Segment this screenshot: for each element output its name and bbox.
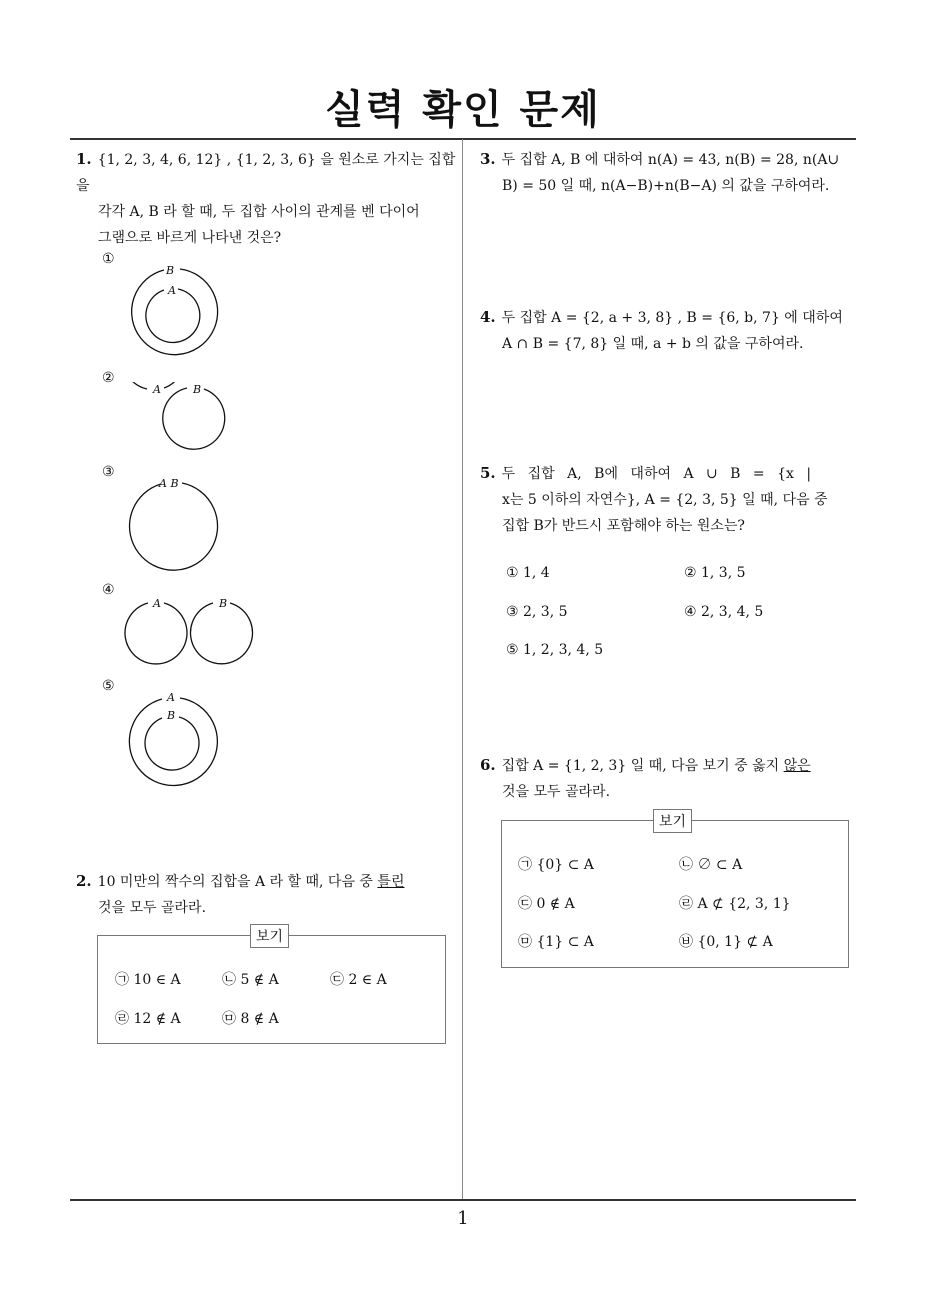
- venn-circle-right: [191, 603, 253, 664]
- answer-option: ① 1, 4: [506, 565, 550, 581]
- question-text: 두 집합 A = {2, a + 3, 8} , B = {6, b, 7} 에 대하여: [501, 310, 843, 326]
- question-5: [480, 460, 862, 539]
- answer-option: ④ 2, 3, 4, 5: [684, 604, 764, 620]
- example-item: ㉢ 2 ∈ A: [330, 972, 387, 988]
- example-item: ㉡ ∅ ⊂ A: [679, 857, 743, 873]
- page-title: 실력 확인 문제: [325, 87, 601, 133]
- venn-diagram-1: [120, 262, 220, 362]
- question-number: 6.: [480, 756, 496, 774]
- set-label: A: [153, 383, 161, 396]
- set-label: A: [167, 691, 175, 704]
- set-label: B: [166, 264, 175, 277]
- column-divider: [462, 139, 463, 1201]
- set-label: B: [193, 383, 202, 396]
- question-text: x는 5 이하의 자연수}, A = {2, 3, 5} 일 때, 다음 중: [502, 492, 828, 508]
- question-number: 5.: [480, 464, 496, 482]
- question-text: 것을 모두 골라라.: [502, 784, 611, 800]
- example-box-title: 보기: [653, 809, 692, 833]
- question-number: 3.: [480, 150, 496, 168]
- question-number: 2.: [76, 872, 92, 890]
- example-item: ㉥ {0, 1} ⊄ A: [679, 934, 773, 950]
- question-text: 10 미만의 짝수의 집합을 A 라 할 때, 다음 중: [97, 874, 378, 890]
- set-label: A B: [159, 477, 179, 490]
- question-text: 두 집합 A, B 에 대하여 n(A) = 43, n(B) = 28, n(A∪: [501, 152, 840, 168]
- option-marker: ①: [102, 251, 115, 267]
- question-text: A ∩ B = {7, 8} 일 때, a + b 의 값을 구하여라.: [502, 336, 804, 352]
- example-item: ㉡ 5 ∉ A: [222, 972, 279, 988]
- question-text: 그램으로 바르게 나타낸 것은?: [98, 230, 282, 246]
- question-6: [480, 752, 862, 805]
- venn-circle-left: [125, 603, 187, 664]
- emphasis-text: 틀린: [377, 874, 405, 890]
- venn-circle-single: [130, 483, 218, 570]
- emphasis-text: 않은: [783, 758, 811, 774]
- venn-diagram-2: [120, 382, 232, 454]
- venn-circle-inner: [146, 289, 200, 343]
- question-text: 것을 모두 골라라.: [98, 900, 207, 916]
- example-item: ㉣ A ⊄ {2, 3, 1}: [679, 896, 791, 912]
- example-item: ㉤ {1} ⊂ A: [518, 934, 594, 950]
- answer-option: ② 1, 3, 5: [684, 565, 746, 581]
- venn-diagram-5: [120, 692, 220, 792]
- question-number: 1.: [76, 150, 92, 168]
- example-item: ㉢ 0 ∉ A: [518, 896, 575, 912]
- question-4: [480, 304, 862, 357]
- page-number: 1: [457, 1208, 469, 1229]
- set-label: A: [153, 597, 161, 610]
- question-text: 두 집합 A, B에 대하여 A ∪ B = {x |: [501, 466, 812, 482]
- question-1: [76, 146, 458, 251]
- answer-option: ⑤ 1, 2, 3, 4, 5: [506, 642, 604, 658]
- option-marker: ④: [102, 582, 115, 598]
- set-label: A: [168, 284, 176, 297]
- option-marker: ②: [102, 370, 115, 386]
- set-label: B: [167, 709, 176, 722]
- answer-option: ③ 2, 3, 5: [506, 604, 568, 620]
- example-item: ㉤ 8 ∉ A: [222, 1011, 279, 1027]
- question-text: 집합 A = {1, 2, 3} 일 때, 다음 보기 중 옳지: [501, 758, 784, 774]
- venn-circle-right: [163, 388, 225, 449]
- footer-rule: [70, 1199, 856, 1201]
- example-item: ㉣ 12 ∉ A: [115, 1011, 181, 1027]
- question-2: [76, 868, 458, 921]
- option-marker: ③: [102, 464, 115, 480]
- header-rule: [70, 138, 856, 140]
- question-3: [480, 146, 862, 199]
- question-number: 4.: [480, 308, 496, 326]
- example-item: ㉠ {0} ⊂ A: [518, 857, 594, 873]
- example-box-title: 보기: [250, 924, 289, 948]
- venn-diagram-3: [120, 476, 220, 576]
- question-text: 각각 A, B 라 할 때, 두 집합 사이의 관계를 벤 다이어: [98, 204, 420, 220]
- set-label: B: [219, 597, 228, 610]
- question-text: {1, 2, 3, 4, 6, 12} , {1, 2, 3, 6} 을 원소로 가지는 집합을: [76, 152, 456, 194]
- venn-circle-inner: [145, 717, 199, 770]
- venn-diagram-4: [120, 596, 260, 670]
- question-text: B) = 50 일 때, n(A−B)+n(B−A) 의 값을 구하여라.: [502, 178, 830, 194]
- option-marker: ⑤: [102, 678, 115, 694]
- question-text: 집합 B가 반드시 포함해야 하는 원소는?: [502, 518, 745, 534]
- example-item: ㉠ 10 ∈ A: [115, 972, 181, 988]
